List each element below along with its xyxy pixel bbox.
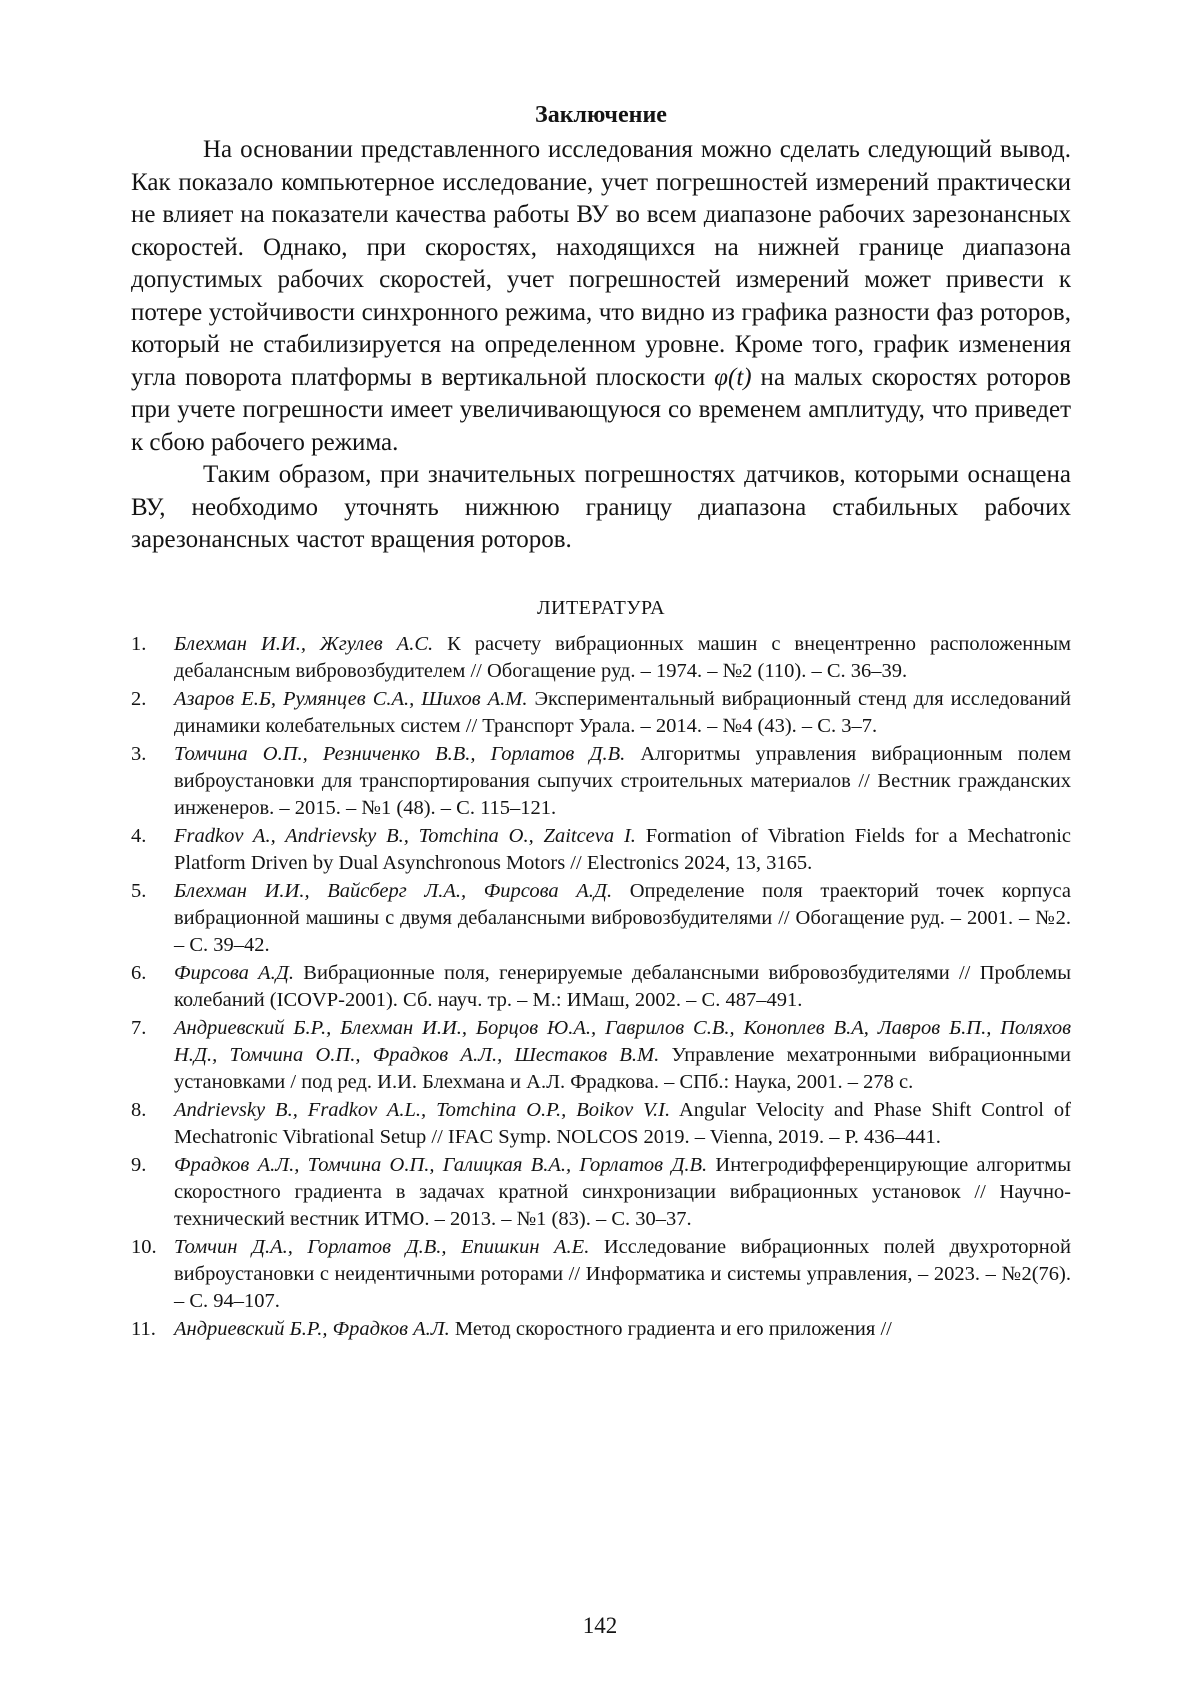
reference-text: Экспериментальный вибрационный стенд для исследований динамики колебательных систем // Транспорт Урала. – 2014. – №4 (43). – С. 3–7.	[174, 687, 1071, 737]
reference-number: 9.	[131, 1153, 147, 1176]
reference-authors: Томчина О.П., Резниченко В.В., Горлатов Д.В.	[174, 742, 626, 765]
reference-text: Вибрационные поля, генерируемые дебалансными вибровозбудителями // Проблемы колебаний (ICOVP-2001). Сб. науч. тр. – М.: ИМаш, 2002. – С. 487–491.	[174, 961, 1071, 1011]
reference-number: 1.	[131, 632, 147, 655]
reference-authors: Азаров Е.Б, Румянцев С.А., Шихов А.М.	[174, 687, 528, 710]
reference-text: Управление мехатронными вибрационными установками / под ред. И.И. Блехмана и А.Л. Фрадкова. – СПб.: Наука, 2001. – 278 с.	[174, 1043, 1071, 1093]
reference-number: 3.	[131, 742, 147, 765]
reference-text: Алгоритмы управления вибрационным полем виброустановки для транспортирования сыпучих строительных материалов // Вестник гражданских инженеров. – 2015. – №1 (48). – С. 115–121.	[174, 742, 1071, 819]
reference-item-7	[131, 1015, 1071, 1096]
reference-number: 10.	[131, 1235, 157, 1258]
reference-authors: Andrievsky B., Fradkov A.L., Tomchina O.P., Boikov V.I.	[174, 1098, 671, 1121]
reference-item-1	[131, 631, 1071, 685]
conclusion-paragraph-1	[131, 134, 1071, 459]
references-heading: ЛИТЕРАТУРА	[536, 596, 666, 619]
reference-authors: Блехман И.И., Вайсберг Л.А., Фирсова А.Д.	[174, 879, 613, 902]
conclusion-paragraph-2: Таким образом, при значительных погрешностях датчиков, которыми оснащена ВУ, необходимо уточнять нижнюю границу диапазона стабильных рабочих зарезонансных частот вращения роторов.	[131, 461, 1071, 553]
page-number: 142	[582, 1613, 618, 1638]
reference-item-6	[131, 960, 1071, 1014]
reference-number: 2.	[131, 687, 147, 710]
reference-number: 4.	[131, 824, 147, 847]
reference-number: 6.	[131, 961, 147, 984]
reference-number: 5.	[131, 879, 147, 902]
reference-text: Angular Velocity and Phase Shift Control of Mechatronic Vibrational Setup // IFAC Symp. NOLCOS 2019. – Vienna, 2019. – P. 436–441.	[174, 1098, 1071, 1148]
reference-text: Исследование вибрационных полей двухроторной виброустановки с неидентичными роторами // Информатика и системы управления, – 2023. – №2(76). – С. 94–107.	[174, 1235, 1071, 1312]
reference-item-10	[131, 1234, 1071, 1315]
reference-number: 11.	[131, 1317, 156, 1340]
reference-text: Интегродифференцирующие алгоритмы скоростного градиента в задачах кратной синхронизации вибрационных установок // Научно-технический вестник ИТМО. – 2013. – №1 (83). – С. 30–37.	[174, 1153, 1071, 1230]
reference-text: К расчету вибрационных машин с внецентренно расположенным дебалансным вибровозбудителем // Обогащение руд. – 1974. – №2 (110). – С. 36–39.	[174, 632, 1071, 682]
section-title: Заключение	[535, 102, 667, 128]
reference-list	[131, 631, 1071, 1343]
page-content	[131, 100, 1071, 1344]
paragraph-text: на малых скоростях роторов при учете погрешности имеет увеличивающуюся со временем амплитуду, что приведет к сбою рабочего режима.	[131, 363, 1071, 456]
reference-text: Определение поля траекторий точек корпуса вибрационной машины с двумя дебалансными вибровозбудителями // Обогащение руд. – 2001. – №2. – С. 39–42.	[174, 879, 1071, 956]
reference-item-5	[131, 878, 1071, 959]
paragraph-text: На основании представленного исследования можно сделать следующий вывод. Как показало компьютерное исследование, учет погрешностей измерений практически не влияет на показатели качества работы ВУ во всем диапазоне рабочих зарезонансных скоростей. Однако, при скоростях, находящихся на нижней границе диапазона допустимых рабочих скоростей, учет погрешностей измерений может привести к потере устойчивости синхронного режима, что видно из графика разности фаз роторов, который не стабилизируется на определенном уровне. Кроме того, график изменения угла поворота платформы в вертикальной плоскости	[131, 136, 1071, 391]
reference-item-3	[131, 741, 1071, 822]
reference-authors: Фрадков А.Л., Томчина О.П., Галицкая В.А., Горлатов Д.В.	[174, 1153, 708, 1176]
reference-item-11	[131, 1316, 1071, 1343]
reference-authors: Томчин Д.А., Горлатов Д.В., Епишкин А.Е.	[174, 1235, 590, 1258]
reference-text: Метод скоростного градиента и его приложения //	[449, 1317, 892, 1340]
reference-authors: Андриевский Б.Р., Фрадков А.Л.	[174, 1317, 450, 1340]
phi-formula: φ(t)	[714, 363, 752, 391]
reference-item-4	[131, 823, 1071, 877]
reference-item-2	[131, 686, 1071, 740]
reference-item-8	[131, 1097, 1071, 1151]
reference-number: 7.	[131, 1016, 147, 1039]
reference-authors: Блехман И.И., Жгулев А.С.	[174, 632, 434, 655]
reference-authors: Андриевский Б.Р., Блехман И.И., Борцов Ю.А., Гаврилов С.В., Коноплев В.А, Лавров Б.П., Поляхов Н.Д., Томчина О.П., Фрадков А.Л., Шестаков В.М.	[174, 1016, 1071, 1066]
reference-text: Formation of Vibration Fields for a Mechatronic Platform Driven by Dual Asynchronous Motors // Electronics 2024, 13, 3165.	[174, 824, 1071, 874]
reference-authors: Fradkov A., Andrievsky B., Tomchina O., Zaitceva I.	[174, 824, 636, 847]
reference-number: 8.	[131, 1098, 147, 1121]
reference-authors: Фирсова А.Д.	[174, 961, 294, 984]
reference-item-9	[131, 1152, 1071, 1233]
